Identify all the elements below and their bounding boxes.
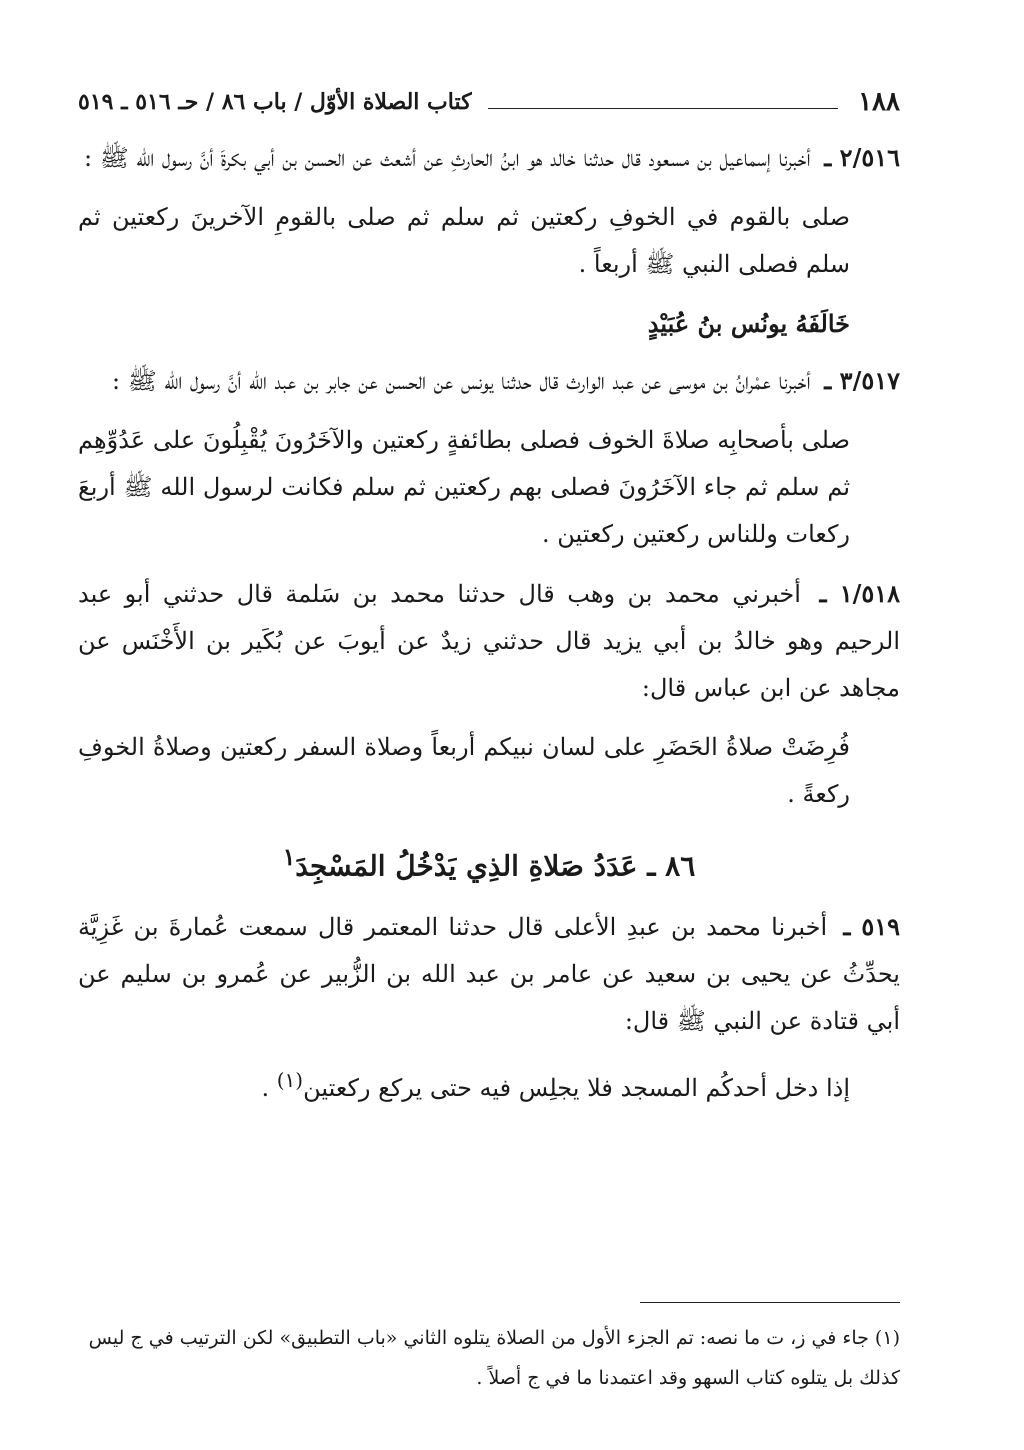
hadith-519-matn (78, 1057, 900, 1112)
matn-text: إذا دخل أحدكُم المسجد فلا يجلِس فيه حتى يركع ركعتين (303, 1074, 850, 1103)
hadith-518-isnad (78, 570, 900, 712)
chapter-heading (78, 834, 900, 889)
chapter-title: ٨٦ ـ عَدَدُ صَلاةِ الذِي يَدْخُلُ المَسْجِدَ (295, 849, 696, 883)
footnote (78, 1318, 900, 1398)
footnote-mark: (١) (276, 1068, 304, 1093)
hadith-number: ١/٥١٨ ـ (819, 579, 901, 608)
page-number: ١٨٨ (858, 87, 900, 117)
variant-note: خَالَفَهُ يونُس بنُ عُبَيْدٍ (647, 309, 850, 338)
running-title: كتاب الصلاة الأوّل / باب ٨٦ / حـ ٥١٦ ـ ٥١٩ (78, 89, 472, 115)
hadith-518-matn: فُرِضَتْ صلاةُ الحَضَرِ على لسان نبيكم أربعاً وصلاة السفر ركعتين وصلاةُ الخوفِ ركعةً . (78, 733, 850, 808)
isnad-text: أخبرنا محمد بن عبدِ الأعلى قال حدثنا المعتمر قال سمعت عُمارةَ بن غَزِيَّة يحدِّثُ عن يحيى بن سعيد عن عامر بن عبد الله بن الزُّبير عن عُمرو بن سليم عن أبي قتادة عن النبي ﷺ قال: (78, 913, 900, 1036)
hadith-516-isnad (78, 134, 900, 182)
footnote-rule (640, 1302, 900, 1303)
hadith-519-isnad (78, 903, 900, 1045)
isnad-text: أخبرنا إسماعيل بن مسعود قال حدثنا خالد هو ابنُ الحارثِ عن أشعث عن الحسن بن أبي بكرةَ أنَّ رسول الله ﷺ : (84, 144, 811, 172)
footnote-line-1: (١) جاء في ز، ت ما نصه: تم الجزء الأول من الصلاة يتلوه الثاني «باب التطبيق» لكن الترتيب في ج ليس (88, 1327, 900, 1349)
isnad-text: أخبرني محمد بن وهب قال حدثنا محمد بن سَلمة قال حدثني أبو عبد الرحيم وهو خالدُ بن أبي يزيد قال حدثني زيدٌ عن أيوبَ عن بُكَير بن الأَخْنَس عن مجاهد عن ابن عباس قال: (78, 580, 900, 702)
footnote-line-2: كذلك بل يتلوه كتاب السهو وقد اعتمدنا ما في ج أصلاً . (476, 1367, 900, 1389)
isnad-text: أخبرنا عمْرانُ بن موسى عن عبد الوارث قال حدثنا يونس عن الحسن عن جابر بن عبد الله أنَّ رسول الله ﷺ : (111, 367, 811, 395)
hadith-number: ٥١٩ ـ (843, 912, 900, 942)
chapter-footnote-mark: ١ (282, 843, 296, 871)
page-body (78, 134, 900, 1124)
book-page (78, 0, 900, 1450)
hadith-number: ٢/٥١٦ ـ (824, 143, 900, 172)
hadith-517-isnad (78, 357, 900, 405)
hadith-517-matn: صلى بأصحابِه صلاةَ الخوف فصلى بطائفةٍ ركعتين والآخَرُونَ يُقْبِلُونَ على عَدُوِّهِم ثم سلم ثم جاء الآخَرُونَ فصلى بهم ركعتين ثم سلم فكانت لرسول الله ﷺ أربعَ ركعات وللناس ركعتين ركعتين . (78, 426, 850, 548)
page-header (78, 84, 900, 120)
hadith-number: ٣/٥١٧ ـ (824, 366, 900, 395)
matn-end: . (261, 1074, 277, 1103)
hadith-516-matn: صلى بالقوم في الخوفِ ركعتين ثم سلم ثم صلى بالقومِ الآخرينَ ركعتين ثم سلم فصلى النبي ﷺ أربعاً . (78, 203, 850, 278)
header-rule (488, 108, 838, 109)
